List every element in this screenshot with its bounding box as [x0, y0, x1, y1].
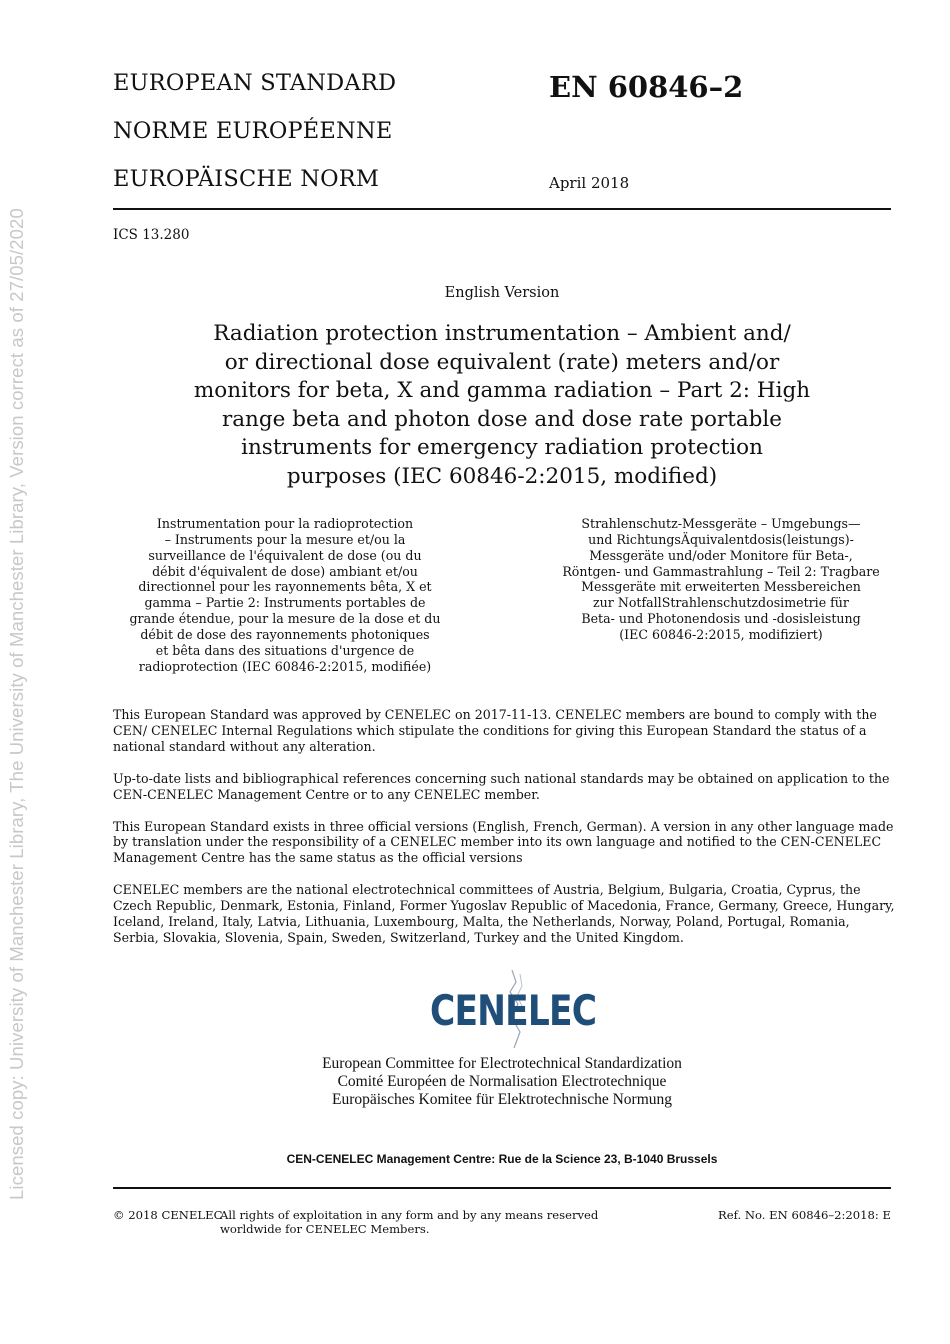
title-de-line: Messgeräte und/oder Monitore für Beta-,	[589, 547, 853, 563]
title-line: monitors for beta, X and gamma radiation – Part 2: High	[193, 378, 811, 403]
title-fr-line: débit d'équivalent de dose) ambiant et/ou	[152, 563, 418, 579]
organization-names	[250, 1055, 754, 1109]
title-de-line: und RichtungsÄquivalentdosis(leistungs)-	[588, 531, 854, 547]
title-de-line: Strahlenschutz-Messgeräte – Umgebungs—	[581, 516, 861, 531]
logo-wordmark: CENELEC	[430, 986, 597, 1035]
title-de-line: Messgeräte mit erweiterten Messbereichen	[581, 579, 861, 595]
document-title-en	[190, 320, 814, 491]
title-fr-line: – Instruments pour la mesure et/ou la	[164, 531, 406, 547]
title-de-line: zur NotfallStrahlenschutzdosimetrie für	[593, 595, 849, 611]
title-line: purposes (IEC 60846-2:2015, modified)	[286, 463, 718, 489]
document-title-de	[556, 516, 886, 643]
header-title-fr: NORME EUROPÉENNE	[113, 118, 393, 144]
org-name-de: Europäisches Komitee für Elektrotechnische Normung	[331, 1091, 673, 1108]
members-paragraph: CENELEC members are the national electrotechnical committees of Austria, Belgium, Bulgaria, Croatia, Cyprus, the Czech Republic, Denmark, Estonia, Finland, Former Yugoslav Republic of Macedonia, France, Germany, Greece, Hungary, Iceland, Ireland, Italy, Latvia, Lithuania, Luxembourg, Malta, the Netherlands, Norway, Poland, Portugal, Romania, Serbia, Slovakia, Slovenia, Spain, Sweden, Switzerland, Turkey and the United Kingdom.	[113, 882, 895, 945]
title-fr-line: surveillance de l'équivalent de dose (ou du	[148, 547, 422, 563]
org-name-fr: Comité Européen de Normalisation Electrotechnique	[337, 1073, 667, 1090]
title-fr-line: gamma – Partie 2: Instruments portables de	[144, 595, 426, 611]
approval-paragraph: This European Standard was approved by CENELEC on 2017-11-13. CENELEC members are bound to comply with the CEN/ CENELEC Internal Regulations which stipulate the conditions for giving this European Standard the status of a national standard without any alteration.	[113, 707, 877, 754]
copyright-notice: © 2018 CENELEC	[113, 1208, 223, 1222]
reference-number: Ref. No. EN 60846–2:2018: E	[718, 1208, 891, 1222]
license-watermark: Licensed copy: University of Manchester Library, The University of Manchester Library, Version correct as of 27/05/2020	[6, 208, 27, 1200]
header-divider	[113, 208, 891, 210]
rights-notice: All rights of exploitation in any form and by any means reserved worldwide for CENELEC Members.	[220, 1208, 599, 1236]
versions-paragraph: This European Standard exists in three official versions (English, French, German). A version in any other language made by translation under the responsibility of a CENELEC member into its own language and notified to the CEN-CENELEC Management Centre has the same status as the official versions	[113, 818, 894, 866]
title-line: Radiation protection instrumentation – Ambient and/	[213, 321, 791, 346]
title-de-line: Röntgen- und Gammastrahlung – Teil 2: Tragbare	[562, 563, 880, 579]
title-fr-line: radioprotection (IEC 60846-2:2015, modifiée)	[138, 658, 432, 674]
version-label: English Version	[444, 285, 560, 301]
management-centre-address: CEN-CENELEC Management Centre: Rue de la Science 23, B-1040 Brussels	[286, 1152, 718, 1166]
header-title-en: EUROPEAN STANDARD	[113, 70, 397, 96]
title-de-line: (IEC 60846-2:2015, modifiziert)	[619, 626, 823, 642]
org-name-en: European Committee for Electrotechnical Standardization	[322, 1055, 682, 1072]
ics-code: ICS 13.280	[113, 227, 190, 243]
title-de-line: Beta- und Photonendosis und -dosisleistung	[581, 611, 861, 627]
lists-paragraph: Up-to-date lists and bibliographical references concerning such national standards may be obtained on application to the CEN-CENELEC Management Centre or to any CENELEC member.	[113, 770, 890, 802]
title-line: instruments for emergency radiation protection	[241, 435, 763, 460]
standard-number: EN 60846–2	[549, 70, 744, 104]
cenelec-logo	[430, 970, 595, 1050]
document-title-fr	[126, 516, 444, 674]
header-title-de: EUROPÄISCHE NORM	[113, 166, 380, 192]
footer-divider	[113, 1187, 891, 1189]
title-fr-line: débit de dose des rayonnements photoniques	[140, 626, 430, 642]
body-text	[113, 707, 895, 962]
title-fr-line: grande étendue, pour la mesure de la dose et du	[129, 611, 441, 627]
title-fr-line: Instrumentation pour la radioprotection	[156, 516, 414, 531]
title-fr-line: directionnel pour les rayonnements bêta, X et	[138, 579, 432, 595]
title-line: or directional dose equivalent (rate) meters and/or	[224, 349, 780, 375]
publication-date: April 2018	[549, 174, 630, 192]
title-fr-line: et bêta dans des situations d'urgence de	[155, 642, 415, 658]
title-line: range beta and photon dose and dose rate portable	[221, 406, 783, 432]
